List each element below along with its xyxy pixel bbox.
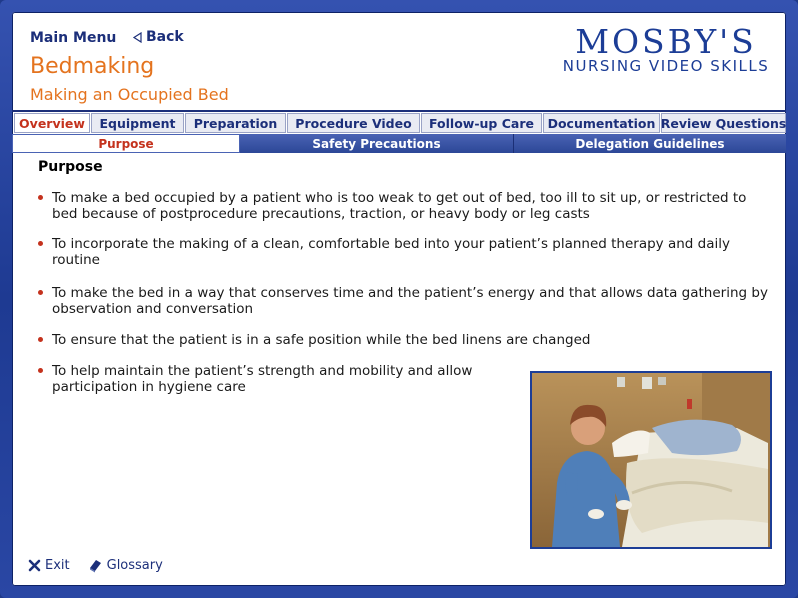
glossary-label: Glossary (106, 558, 163, 573)
mosbys-logo (554, 22, 778, 86)
exit-label: Exit (45, 558, 70, 573)
tab-preparation[interactable]: Preparation (185, 113, 286, 133)
main-menu-link[interactable]: Main Menu (30, 30, 117, 46)
section-title: Purpose (38, 159, 103, 175)
tab-overview[interactable]: Overview (14, 113, 90, 133)
x-icon (28, 559, 41, 572)
exit-button[interactable] (28, 558, 70, 573)
tab-equipment[interactable]: Equipment (91, 113, 184, 133)
list-item (34, 363, 512, 395)
logo-sub-text: NURSING VIDEO SKILLS (562, 57, 770, 75)
tab-review-questions[interactable]: Review Questions (661, 113, 786, 133)
tab-follow-up-care[interactable]: Follow-up Care (421, 113, 542, 133)
tab-documentation[interactable]: Documentation (543, 113, 660, 133)
footer (28, 558, 163, 573)
bullet-dot-icon (38, 241, 43, 246)
list-item-text: To incorporate the making of a clean, comfortable bed into your patient’s planned therapy and daily routine (52, 236, 730, 268)
subtab-delegation-guidelines[interactable]: Delegation Guidelines (575, 136, 725, 151)
list-item-text: To help maintain the patient’s strength and mobility and allow participation in hygiene care (52, 363, 473, 395)
page-title: Bedmaking (30, 54, 155, 79)
back-arrow-icon (132, 32, 143, 43)
subtab-purpose[interactable]: Purpose (12, 134, 240, 153)
book-icon (88, 558, 103, 573)
back-button[interactable] (132, 29, 184, 45)
subtab-safety-precautions[interactable]: Safety Precautions (240, 134, 514, 153)
list-item-text: To make a bed occupied by a patient who is too weak to get out of bed, too ill to sit up, or restricted to bed because of postprocedure precautions, traction, or heavy body or leg casts (52, 190, 747, 222)
list-item-text: To make the bed in a way that conserves time and the patient’s energy and that allows data gathering by observation and conversation (52, 285, 768, 317)
page (12, 12, 786, 586)
tab-procedure-video[interactable]: Procedure Video (287, 113, 420, 133)
list-item (34, 285, 774, 317)
list-item-text: To ensure that the patient is in a safe position while the bed linens are changed (52, 332, 591, 348)
back-label: Back (146, 29, 184, 45)
bullet-dot-icon (38, 195, 43, 200)
glossary-button[interactable] (88, 558, 163, 573)
bullet-dot-icon (38, 368, 43, 373)
page-subtitle: Making an Occupied Bed (30, 85, 229, 104)
logo-main-text: MOSBY'S (575, 22, 757, 61)
photo-illustration (532, 373, 770, 547)
bullet-dot-icon (38, 290, 43, 295)
bullet-dot-icon (38, 337, 43, 342)
list-item (34, 332, 774, 348)
list-item (34, 190, 774, 222)
main-tab-bar (14, 113, 786, 133)
header-divider (12, 110, 786, 112)
list-item (34, 236, 774, 268)
nurse-bedmaking-photo (530, 371, 772, 549)
sub-tab-bar (12, 134, 786, 153)
purpose-list (34, 190, 774, 395)
